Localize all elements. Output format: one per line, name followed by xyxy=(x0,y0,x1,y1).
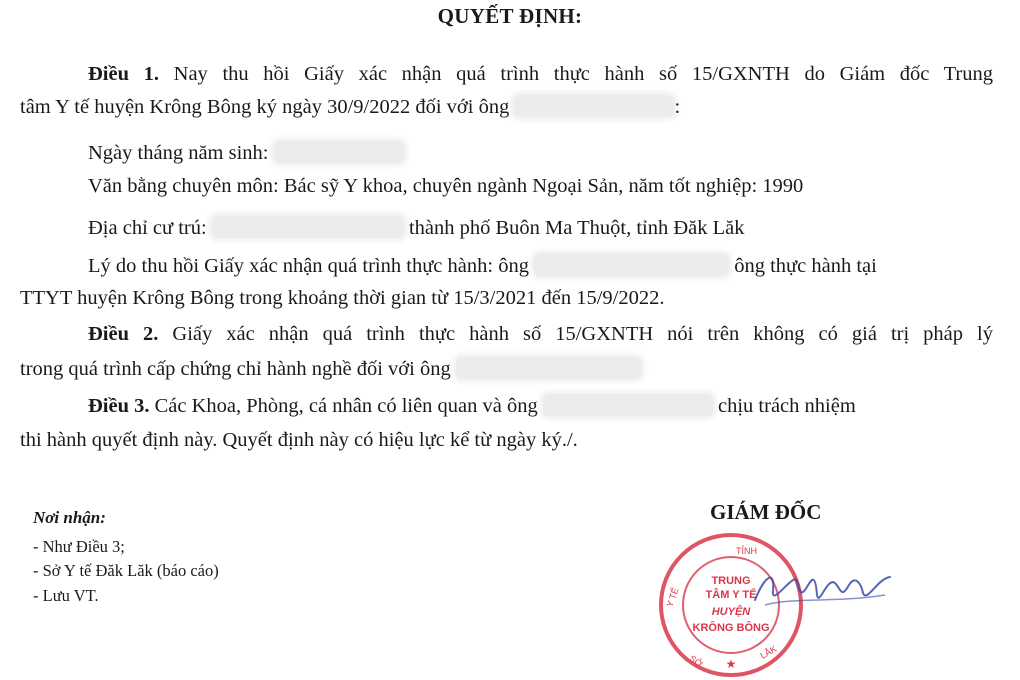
degree-line: Văn bằng chuyên môn: Bác sỹ Y khoa, chuyên ngành Ngoại Sản, năm tốt nghiệp: 1990 xyxy=(88,175,804,197)
birth-date-line xyxy=(88,139,404,167)
article3-text-end: chịu trách nhiệm xyxy=(718,395,856,417)
reason-start: Lý do thu hồi Giấy xác nhận quá trình thực hành: ông xyxy=(88,255,529,277)
address-line xyxy=(88,214,745,242)
birth-label: Ngày tháng năm sinh: xyxy=(88,142,269,164)
redacted-birth-date xyxy=(274,141,404,163)
redacted-reason-name xyxy=(534,254,729,276)
reason-line2: TTYT huyện Krông Bông trong khoảng thời gian từ 15/3/2021 đến 15/9/2022. xyxy=(20,287,665,309)
address-city: thành phố Buôn Ma Thuột, tỉnh Đăk Lăk xyxy=(408,217,745,239)
reason-end: ông thực hành tại xyxy=(734,255,877,277)
stamp-ring-bottom-left: SỞ xyxy=(687,653,705,670)
reason-line xyxy=(88,252,877,280)
recipient-item: - Sở Y tế Đăk Lăk (báo cáo) xyxy=(33,561,219,580)
article1-line2 xyxy=(20,93,680,121)
stamp-ring-bottom: LẮK xyxy=(758,643,779,661)
article3-line2: thi hành quyết định này. Quyết định này có hiệu lực kể từ ngày ký./. xyxy=(20,429,578,451)
redacted-name-2 xyxy=(456,357,641,379)
article2-line2-text: trong quá trình cấp chứng chỉ hành nghề đối với ông xyxy=(20,358,451,380)
article2-line2 xyxy=(20,355,641,383)
stamp-line1: TRUNG xyxy=(711,575,751,587)
director-title: GIÁM ĐỐC xyxy=(710,500,822,524)
stamp-ring-top: TỈNH xyxy=(736,546,757,556)
article3-text-start: Các Khoa, Phòng, cá nhân có liên quan và ông xyxy=(154,395,538,417)
colon: : xyxy=(674,96,681,118)
article2-line1 xyxy=(20,320,993,348)
recipients-label: Nơi nhận: xyxy=(33,508,106,527)
redacted-name-3 xyxy=(543,394,713,416)
stamp-star-icon: ★ xyxy=(725,657,737,671)
stamp-ring-left: Y TẾ xyxy=(664,586,681,609)
article2-label: Điều 2. xyxy=(88,323,159,345)
recipient-item: - Lưu VT. xyxy=(33,586,99,605)
article1-label: Điều 1. xyxy=(88,63,160,85)
recipient-item: - Như Điều 3; xyxy=(33,537,125,556)
handwritten-signature xyxy=(745,555,895,615)
article1-line1 xyxy=(33,60,993,88)
address-label: Địa chỉ cư trú: xyxy=(88,217,207,239)
article3-line1 xyxy=(88,392,856,420)
stamp-line4: KRÔNG BÔNG xyxy=(692,622,770,634)
article1-line2-text: tâm Y tế huyện Krông Bông ký ngày 30/9/2022 đối với ông xyxy=(20,96,510,118)
redacted-name xyxy=(514,95,674,117)
article3-label: Điều 3. xyxy=(88,395,150,417)
page-title: QUYẾT ĐỊNH: xyxy=(437,4,583,28)
article2-text: Giấy xác nhận quá trình thực hành số 15/GXNTH nói trên không có giá trị pháp lý xyxy=(172,323,993,345)
stamp-line2: TÂM Y TẾ xyxy=(705,589,757,601)
stamp-line3: HUYỆN xyxy=(711,606,751,618)
redacted-address xyxy=(212,216,404,238)
article1-text: Nay thu hồi Giấy xác nhận quá trình thực hành số 15/GXNTH do Giám đốc Trung xyxy=(173,63,994,85)
